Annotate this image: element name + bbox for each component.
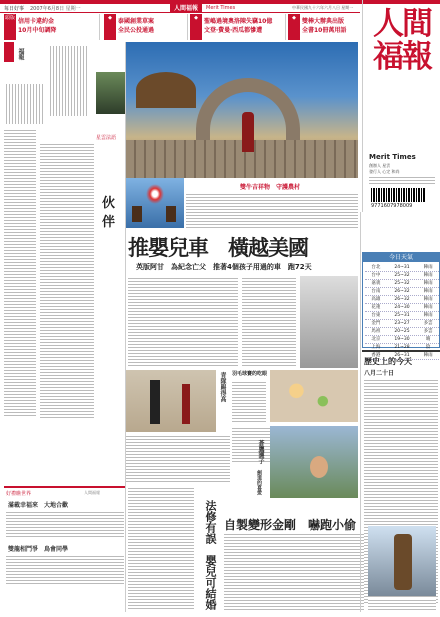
headline-1: 滿載幸福來 大地合歡 <box>8 502 69 509</box>
weather-city: 台北 <box>371 265 381 270</box>
weather-row <box>365 280 439 288</box>
guard-figure <box>182 384 190 424</box>
weather-city: 台中 <box>371 273 381 278</box>
left-text-block-1 <box>4 84 44 124</box>
weather-city: 嘉義 <box>371 281 381 286</box>
teaser-line1: 信用卡違約金 <box>18 18 55 25</box>
weather-row <box>365 304 439 312</box>
masthead-info-text <box>369 175 435 185</box>
barcode <box>371 188 425 202</box>
kick-caption: 青隊踢得高 <box>219 372 226 402</box>
masthead-publisher-2: 發行人 心定 和尚 <box>369 169 400 174</box>
weather-box <box>362 252 440 358</box>
mid-text-1 <box>232 380 266 424</box>
weather-city: 花蓮 <box>371 305 381 310</box>
bottom-left-headline: 法修有誤 嬰兒可結婚 <box>204 500 217 610</box>
headline-2: 雙龍相鬥爭 鳥會同學 <box>8 546 69 553</box>
lead-text-2 <box>242 276 296 368</box>
weather-row <box>365 320 439 328</box>
mid-tag-1: 羽毛球賽的吃眼 <box>232 371 268 377</box>
robot-figure <box>394 534 412 590</box>
person-figure <box>242 112 254 152</box>
portrait-photo <box>96 72 126 114</box>
weather-temp: 26~31 <box>394 353 410 358</box>
weather-cond: 陣雨 <box>423 265 433 270</box>
sidebar-photo-box <box>126 178 184 228</box>
separator <box>125 42 126 612</box>
weather-cond: 陣雨 <box>423 305 433 310</box>
section-label: 福報 <box>17 48 24 60</box>
teaser-line1: 聖嶋過境奧洛陳失竊10億 <box>204 18 273 25</box>
bottom-left-text <box>128 486 194 610</box>
left-text-block-3 <box>4 128 36 418</box>
weather-city: 馬祖 <box>371 329 381 334</box>
tree-sculpture <box>146 184 164 204</box>
weather-cond: 陣雨 <box>423 353 433 358</box>
main-photo <box>126 42 358 178</box>
weather-cond: 陣雨 <box>423 273 433 278</box>
history-title: 歷史上的今天 <box>364 357 412 366</box>
bottom-right-headline: 自製變形金剛 嚇跑小偷 <box>224 518 357 532</box>
weather-city: 台南 <box>371 289 381 294</box>
teaser-line1: 泰國創業草案 <box>118 18 155 25</box>
masthead-publisher-1: 創辦人 星雲 <box>369 163 391 168</box>
left-box <box>4 486 126 612</box>
weather-row <box>365 312 439 320</box>
weather-city: 金門 <box>371 321 381 326</box>
lead-text-1 <box>128 276 238 368</box>
header-logo-small: 人間福報 <box>170 4 202 13</box>
bottom-right-text <box>224 532 364 610</box>
left-text-block-4 <box>40 142 94 418</box>
weather-temp: 24~31 <box>394 265 410 270</box>
teaser-tag: 頭版 <box>4 14 16 40</box>
teaser-tag: ◆ <box>288 14 300 40</box>
weather-temp: 21~28 <box>394 345 410 350</box>
weather-cond: 晴 <box>425 337 431 342</box>
teaser-line1: 雙棒大辦典出版 <box>302 18 345 25</box>
teaser-line2: 文登‧費曼‧西瓜都慘遭 <box>204 27 263 34</box>
left-text-block-2 <box>48 46 88 116</box>
weather-cond: 陣雨 <box>423 313 433 318</box>
weather-row <box>365 288 439 296</box>
main-photo-caption: 雙牛吉祥物 守護農村 <box>240 184 301 191</box>
hut-roof <box>136 72 196 108</box>
lead-photo <box>300 276 358 368</box>
teaser-line2: 全民公投通過 <box>118 27 155 34</box>
weather-temp: 19~30 <box>394 337 410 342</box>
weather-city: 香港 <box>371 353 381 358</box>
weather-temp: 25~31 <box>394 313 410 318</box>
history-date: 八月二十日 <box>364 370 395 377</box>
weather-city: 上海 <box>371 345 381 350</box>
cookies-photo <box>270 370 358 422</box>
teaser-tag: ◆ <box>104 14 116 40</box>
falcon-photo <box>270 426 358 498</box>
teaser-1[interactable] <box>4 14 100 40</box>
issue-date: 2007年6月8日 星期一 <box>30 6 81 12</box>
box-text-2 <box>6 554 124 584</box>
weather-cond: 陣雨 <box>423 289 433 294</box>
weather-title: 今日天氣 <box>363 253 439 262</box>
kick-text <box>126 434 230 482</box>
left-box-sub: 人間福報 <box>84 490 100 495</box>
section-tab <box>4 42 14 62</box>
kick-figure <box>150 380 160 424</box>
header-logo-en: Merit Times <box>206 5 236 11</box>
masthead <box>362 0 440 212</box>
main-photo-text <box>186 192 358 228</box>
weather-table <box>365 264 439 360</box>
mid-tag-3: 劍道的喜愛 <box>256 470 262 495</box>
weather-temp: 26~32 <box>394 297 410 302</box>
weather-temp: 26~32 <box>394 289 410 294</box>
weather-city: 台東 <box>371 313 381 318</box>
kick-photo <box>126 370 216 432</box>
weather-city: 北京 <box>371 337 381 342</box>
barcode-number: 9771607978009 <box>371 203 413 209</box>
weather-cond: 陣雨 <box>423 281 433 286</box>
mid-tag-2: 蒼鷹護子 <box>257 440 264 464</box>
weather-row <box>365 264 439 272</box>
weather-city: 高雄 <box>371 297 381 302</box>
column-heading: 伙伴 <box>102 196 116 230</box>
weather-row <box>365 296 439 304</box>
bull-left <box>132 206 142 222</box>
weather-temp: 24~30 <box>394 305 410 310</box>
weather-cond: 多雲 <box>423 329 433 334</box>
column-label: 星雲法語 <box>96 135 117 141</box>
teaser-line2: 10月中旬調降 <box>18 27 57 34</box>
bull-right <box>166 206 176 222</box>
weather-row <box>365 336 439 344</box>
masthead-subtitle: Merit Times <box>369 153 416 161</box>
weather-cond: 多雲 <box>423 321 433 326</box>
weather-row <box>365 328 439 336</box>
lead-subhead: 英版阿甘 為紀念亡父 推著4個孩子用過的車 跑72天 <box>136 263 312 271</box>
issue-label: 每日好事 <box>4 6 25 12</box>
lead-headline: 推嬰兒車 橫越美國 <box>128 235 308 260</box>
box-text-1 <box>6 510 124 538</box>
weather-cond: 陰 <box>425 345 431 350</box>
weather-temp: 20~25 <box>394 329 410 334</box>
teaser-3[interactable] <box>190 14 286 40</box>
robot-photo <box>368 526 436 596</box>
teaser-4[interactable] <box>288 14 360 40</box>
weather-cond: 陣雨 <box>423 297 433 302</box>
teaser-tag: ◆ <box>190 14 202 40</box>
masthead-title: 人間福報 <box>373 6 431 75</box>
weather-temp: 25~32 <box>394 281 410 286</box>
header-date-right: 中華民國九十六年六月八日 星期一 <box>292 5 354 10</box>
person-head <box>310 456 328 478</box>
weather-temp: 25~32 <box>394 273 410 278</box>
teaser-line2: 全書10冊萬用語 <box>302 27 347 34</box>
separator <box>360 212 361 612</box>
weather-temp: 23~27 <box>394 321 410 326</box>
robot-caption <box>368 598 436 610</box>
weather-row <box>365 272 439 280</box>
left-box-title: 好禮瞧世界 <box>6 491 32 497</box>
header-bar <box>0 4 360 13</box>
teaser-2[interactable] <box>104 14 188 40</box>
